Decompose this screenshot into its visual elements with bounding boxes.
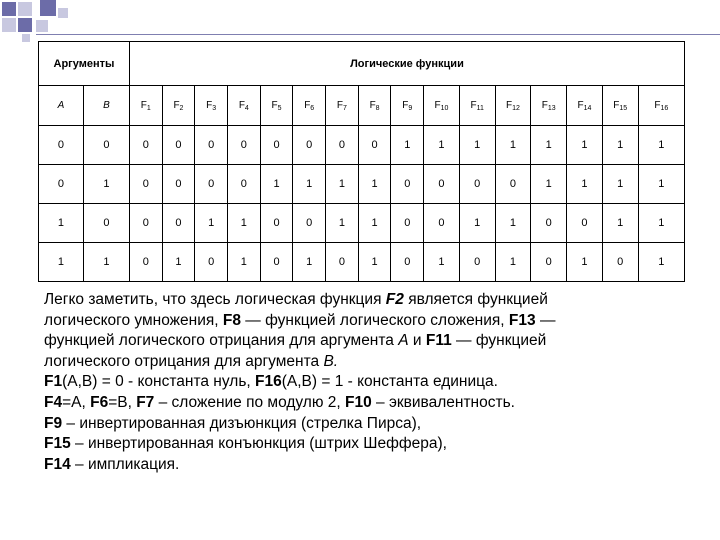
column-header-f9: $F_9$ <box>391 86 424 126</box>
function-ref: F11 <box>425 332 452 350</box>
column-header-f4: $F_4$ <box>227 86 260 126</box>
table-cell: 1 <box>260 165 293 204</box>
text-line <box>44 414 694 435</box>
text-span: логического отрицания для аргумента <box>44 352 324 370</box>
table-cell: 1 <box>495 126 531 165</box>
function-ref: F14 <box>44 455 71 473</box>
table-cell: 0 <box>129 204 162 243</box>
table-cell: 0 <box>162 126 195 165</box>
table-cell: 1 <box>39 204 84 243</box>
text-span: =В, <box>108 393 137 411</box>
function-ref: F8 <box>222 311 241 329</box>
table-cell: 1 <box>531 165 567 204</box>
deco-square <box>2 2 16 16</box>
text-line <box>44 311 694 332</box>
table-cell: 1 <box>602 126 638 165</box>
table-cell: 1 <box>195 204 228 243</box>
table-cell: 1 <box>424 243 460 282</box>
table-cell: 0 <box>129 243 162 282</box>
table-cell: 1 <box>495 243 531 282</box>
table-cell: 1 <box>638 204 684 243</box>
column-header-f3: $F_3$ <box>195 86 228 126</box>
table-cell: 0 <box>495 165 531 204</box>
truth-table <box>38 41 685 282</box>
text-span: – сложение по модулю 2, <box>154 393 346 411</box>
text-line <box>44 331 694 352</box>
text-span: — <box>535 311 556 329</box>
table-cell: 1 <box>567 126 603 165</box>
text-span: и <box>408 332 426 350</box>
deco-square <box>58 8 68 18</box>
table-cell: 0 <box>567 204 603 243</box>
table-cell: 1 <box>495 204 531 243</box>
function-ref: F2 <box>385 291 404 308</box>
deco-square <box>18 18 32 32</box>
table-cell: 0 <box>260 243 293 282</box>
column-header-f10: $F_{10}$ <box>424 86 460 126</box>
column-header-f2: $F_2$ <box>162 86 195 126</box>
table-cell: 1 <box>162 243 195 282</box>
table-cell: 1 <box>602 204 638 243</box>
functions-header: Логические функции <box>129 42 684 86</box>
arguments-header: Аргументы <box>39 42 130 86</box>
table-cell: 0 <box>531 243 567 282</box>
table-cell: 1 <box>326 204 359 243</box>
text-span: функцией логического отрицания для аргумента <box>44 332 399 350</box>
argument-ref: В. <box>323 352 339 370</box>
table-cell: 0 <box>293 126 326 165</box>
table-cell: 1 <box>459 126 495 165</box>
table-cell: 1 <box>567 243 603 282</box>
table-cell: 0 <box>293 204 326 243</box>
text-span: Легко заметить, что здесь логическая функция <box>44 291 386 308</box>
deco-square <box>36 20 48 32</box>
table-cell: 1 <box>638 165 684 204</box>
table-cell: 0 <box>358 126 391 165</box>
table-cell: 0 <box>162 165 195 204</box>
table-cell: 0 <box>260 126 293 165</box>
function-ref: F16 <box>255 373 282 391</box>
table-row <box>39 165 685 204</box>
table-cell: 1 <box>459 204 495 243</box>
column-header-f15: $F_{15}$ <box>602 86 638 126</box>
table-cell: 0 <box>129 165 162 204</box>
table-cell: 1 <box>567 165 603 204</box>
table-cell: 1 <box>638 126 684 165</box>
table-cell: 1 <box>293 243 326 282</box>
table-cell: 0 <box>227 165 260 204</box>
text-span: логического умножения, <box>44 311 223 329</box>
table-cell: 1 <box>83 165 129 204</box>
table-cell: 0 <box>391 165 424 204</box>
column-header-f13: $F_{13}$ <box>531 86 567 126</box>
function-ref: F6 <box>90 393 109 411</box>
table-cell: 0 <box>227 126 260 165</box>
table-cell: 1 <box>358 165 391 204</box>
table-cell: 1 <box>227 243 260 282</box>
table-cell: 0 <box>39 165 84 204</box>
function-ref: F9 <box>44 414 63 432</box>
table-cell: 0 <box>195 126 228 165</box>
text-span: — функцией <box>451 332 547 350</box>
table-cell: 1 <box>326 165 359 204</box>
function-ref: F10 <box>345 393 372 411</box>
text-line <box>44 352 694 373</box>
table-cell: 1 <box>424 126 460 165</box>
column-header-f14: $F_{14}$ <box>567 86 603 126</box>
table-cell: 1 <box>358 204 391 243</box>
table-cell: 0 <box>326 243 359 282</box>
table-row <box>39 243 685 282</box>
text-span: является функцией <box>403 291 548 308</box>
column-header-f12: $F_{12}$ <box>495 86 531 126</box>
text-span: – эквивалентность. <box>371 393 515 411</box>
table-cell: 0 <box>39 126 84 165</box>
column-header-f1: $F_1$ <box>129 86 162 126</box>
header-rule <box>36 34 720 35</box>
table-cell: 0 <box>83 126 129 165</box>
table-cell: 0 <box>459 243 495 282</box>
text-span: — функцией логического сложения, <box>240 311 509 329</box>
argument-ref: А <box>398 332 409 350</box>
function-ref: F7 <box>136 393 155 411</box>
table-cell: 0 <box>391 204 424 243</box>
column-header-b: B <box>83 86 129 126</box>
table-cell: 0 <box>162 204 195 243</box>
table-cell: 0 <box>195 243 228 282</box>
function-ref: F13 <box>508 311 536 329</box>
text-line <box>44 290 694 311</box>
table-cell: 0 <box>260 204 293 243</box>
deco-square <box>18 2 32 16</box>
table-row <box>39 204 685 243</box>
table-cell: 1 <box>83 243 129 282</box>
slide-decoration <box>0 0 720 36</box>
column-header-f6: $F_6$ <box>293 86 326 126</box>
table-cell: 0 <box>531 204 567 243</box>
deco-square <box>40 0 56 16</box>
column-header-f5: $F_5$ <box>260 86 293 126</box>
table-cell: 1 <box>39 243 84 282</box>
function-ref: F1 <box>44 373 63 391</box>
table-cell: 0 <box>424 165 460 204</box>
table-cell: 1 <box>602 165 638 204</box>
text-span: (А,В) = 1 - константа единица. <box>281 373 498 391</box>
text-span: (А,В) = 0 - константа нуль, <box>62 373 256 391</box>
text-span: =А, <box>62 393 91 411</box>
table-cell: 1 <box>293 165 326 204</box>
column-header-f8: $F_8$ <box>358 86 391 126</box>
table-cell: 1 <box>638 243 684 282</box>
text-line <box>44 434 694 455</box>
table-cell: 1 <box>391 126 424 165</box>
table-cell: 0 <box>391 243 424 282</box>
column-header-f7: $F_7$ <box>326 86 359 126</box>
table-cell: 0 <box>602 243 638 282</box>
table-cell: 0 <box>129 126 162 165</box>
text-line <box>44 372 694 393</box>
table-row <box>39 126 685 165</box>
deco-square <box>2 18 16 32</box>
table-cell: 0 <box>83 204 129 243</box>
explanation-text <box>44 290 694 475</box>
table-cell: 0 <box>326 126 359 165</box>
text-span: – инвертированная дизъюнкция (стрелка Пирса), <box>62 414 422 432</box>
table-cell: 1 <box>358 243 391 282</box>
text-span: – импликация. <box>70 455 180 473</box>
column-header-f11: $F_{11}$ <box>459 86 495 126</box>
deco-square <box>22 34 30 42</box>
table-cell: 1 <box>227 204 260 243</box>
column-header-f16: $F_{16}$ <box>638 86 684 126</box>
text-line <box>44 393 694 414</box>
table-cell: 0 <box>195 165 228 204</box>
table-cell: 1 <box>531 126 567 165</box>
text-span: – инвертированная конъюнкция (штрих Шеффера), <box>70 435 447 453</box>
table-cell: 0 <box>424 204 460 243</box>
table-cell: 0 <box>459 165 495 204</box>
function-ref: F15 <box>44 435 71 453</box>
function-ref: F4 <box>44 393 63 411</box>
column-header-a: A <box>39 86 84 126</box>
text-line <box>44 455 694 476</box>
